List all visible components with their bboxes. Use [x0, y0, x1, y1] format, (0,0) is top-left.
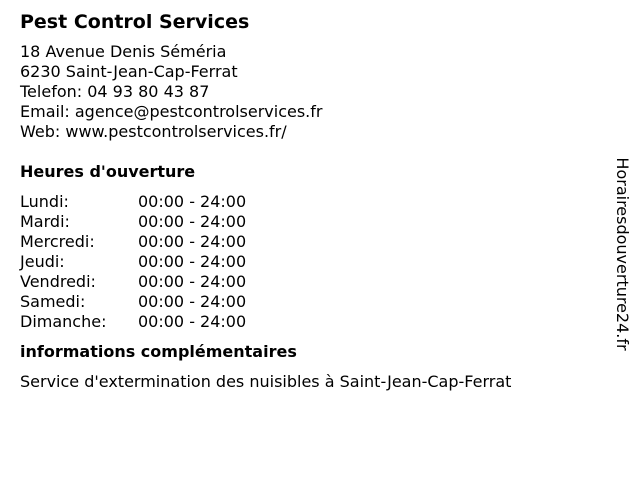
additional-info-text: Service d'extermination des nuisibles à Saint-Jean-Cap-Ferrat	[20, 372, 512, 391]
phone-line: Telefon: 04 93 80 43 87	[20, 82, 210, 101]
opening-hours-table	[20, 192, 600, 332]
day-label: Samedi:	[20, 292, 86, 311]
hours-row-friday	[20, 272, 600, 292]
hours-row-tuesday	[20, 212, 600, 232]
day-label: Dimanche:	[20, 312, 107, 331]
day-label: Mardi:	[20, 212, 70, 231]
day-hours: 00:00 - 24:00	[138, 232, 247, 251]
website-line: Web: www.pestcontrolservices.fr/	[20, 122, 287, 141]
site-watermark: Horairesdouverture24.fr	[613, 157, 632, 351]
day-label: Mercredi:	[20, 232, 95, 251]
day-hours: 00:00 - 24:00	[138, 292, 247, 311]
day-hours: 00:00 - 24:00	[138, 272, 247, 291]
hours-row-thursday	[20, 252, 600, 272]
address-line-street: 18 Avenue Denis Séméria	[20, 42, 227, 61]
opening-hours-title: Heures d'ouverture	[20, 162, 196, 181]
business-name: Pest Control Services	[20, 11, 250, 33]
day-label: Lundi:	[20, 192, 69, 211]
day-hours: 00:00 - 24:00	[138, 192, 247, 211]
hours-row-sunday	[20, 312, 600, 332]
additional-info-title: informations complémentaires	[20, 342, 297, 361]
hours-row-wednesday	[20, 232, 600, 252]
email-line: Email: agence@pestcontrolservices.fr	[20, 102, 323, 121]
business-card	[20, 8, 600, 392]
day-hours: 00:00 - 24:00	[138, 312, 247, 331]
day-hours: 00:00 - 24:00	[138, 212, 247, 231]
day-label: Jeudi:	[20, 252, 65, 271]
address-line-city: 6230 Saint-Jean-Cap-Ferrat	[20, 62, 238, 81]
hours-row-monday	[20, 192, 600, 212]
day-hours: 00:00 - 24:00	[138, 252, 247, 271]
hours-row-saturday	[20, 292, 600, 312]
day-label: Vendredi:	[20, 272, 96, 291]
